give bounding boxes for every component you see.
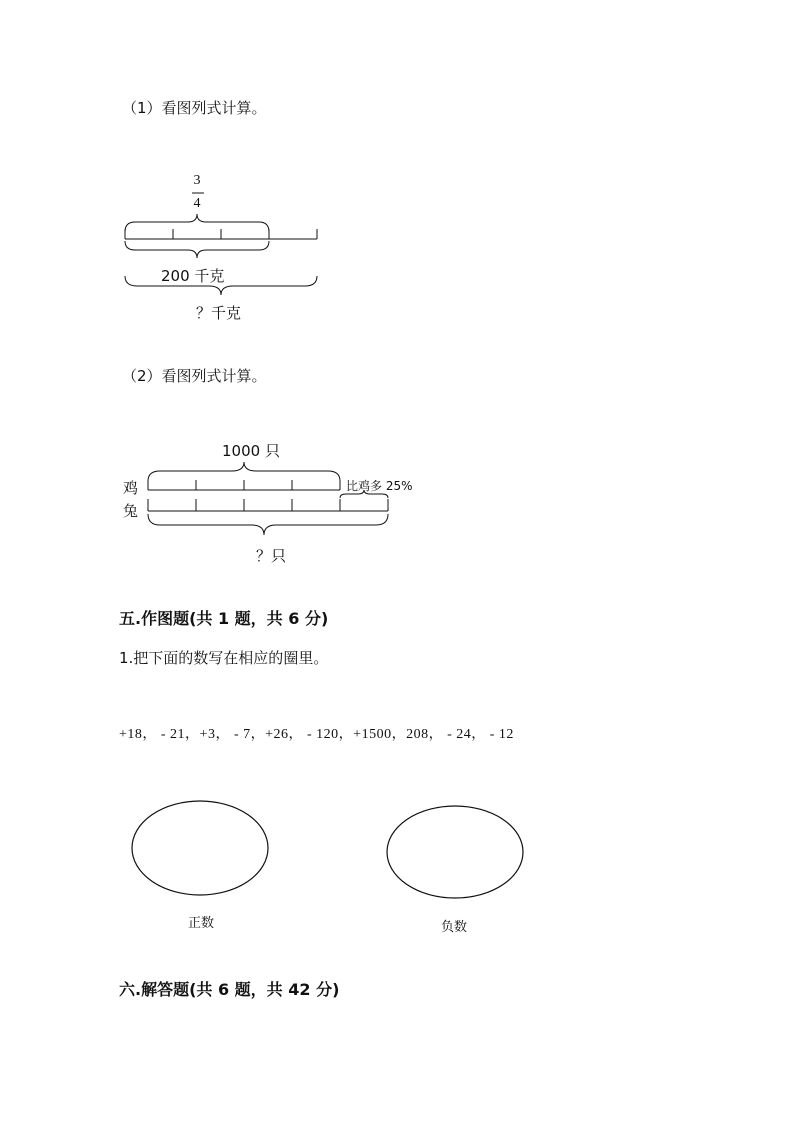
- section5-title: 五.作图题(共 1 题，共 6 分): [119, 609, 329, 628]
- q1-top-brace: [125, 214, 269, 232]
- negative-label: 负数: [441, 920, 468, 935]
- q2-rabbit-brace: [148, 514, 388, 535]
- q2-prompt: （2）看图列式计算。: [122, 367, 267, 385]
- fraction-denominator: 4: [193, 196, 201, 211]
- q1-unknown-label: ？千克: [196, 304, 242, 322]
- section6-title: 六.解答题(共 6 题，共 42 分): [119, 980, 340, 999]
- positive-label: 正数: [188, 916, 215, 931]
- number-list: +18， - 21，+3， - 7，+26， - 120，+1500，208， - 24， - 12: [119, 727, 514, 742]
- negative-oval: [387, 806, 523, 898]
- q2-top-brace: [148, 462, 340, 481]
- positive-oval: [132, 801, 268, 895]
- fraction-numerator: 3: [193, 173, 201, 188]
- q2-rabbit-label: 兔: [123, 502, 139, 520]
- q2-chicken-label: 鸡: [123, 479, 139, 497]
- q1-prompt: （1）看图列式计算。: [122, 99, 267, 117]
- q2-unknown-label: ？只: [256, 547, 287, 565]
- q1-known-label: 200 千克: [161, 267, 225, 285]
- q2-extra-label: 比鸡多 25%: [346, 479, 413, 493]
- q2-total-label: 1000 只: [222, 442, 280, 460]
- q1-part-brace: [125, 241, 269, 258]
- section5-q1-prompt: 1.把下面的数写在相应的圈里。: [119, 649, 329, 667]
